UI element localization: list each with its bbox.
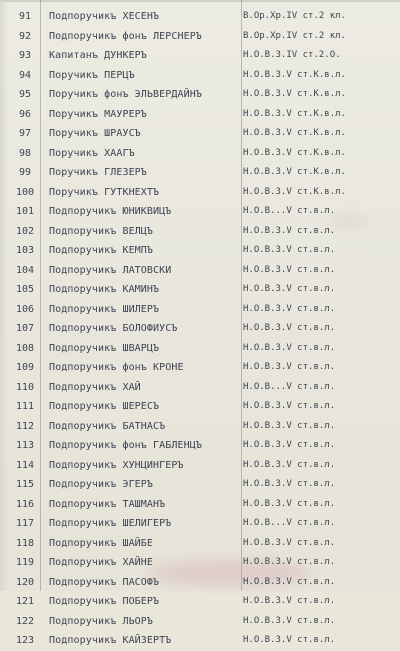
- officer-name: Подпоручикъ ХЕСЕНЪ: [49, 11, 160, 22]
- list-row: [0, 573, 400, 593]
- unit-code: Н.О.В.З.V ст.К.в.л.: [243, 89, 346, 99]
- officer-name: Подпоручикъ ПАСОФЪ: [49, 576, 160, 588]
- unit-code: Н.О.В.З.V ст.в.л.: [243, 615, 336, 626]
- row-number: 106: [15, 303, 35, 315]
- row-number: 95: [18, 89, 32, 100]
- row-number: 103: [15, 245, 35, 256]
- officer-name: Подпоручикъ КАМИНЪ: [49, 284, 160, 295]
- list-row: [0, 456, 400, 476]
- row-number: 92: [18, 30, 32, 42]
- unit-code: Н.О.В.З.V ст.К.в.л.: [243, 167, 346, 177]
- unit-code: В.Ор.Хр.IV ст.2 кл.: [243, 11, 346, 21]
- row-number: 122: [15, 615, 35, 627]
- row-number: 98: [18, 147, 32, 159]
- officer-list: [0, 7, 400, 651]
- officer-name: Подпоручикъ КАЙЗЕРТЪ: [49, 635, 172, 646]
- unit-code: Н.О.В...V ст.в.л.: [243, 381, 336, 392]
- list-row: [0, 261, 400, 281]
- row-number: 94: [18, 69, 32, 81]
- officer-name: Подпоручикъ ПОБЕРЪ: [49, 596, 160, 607]
- officer-name: Подпоручикъ БОЛОФИУСЪ: [49, 323, 178, 334]
- list-row: [0, 631, 400, 651]
- officer-name: Поручикъ ГУТКНЕХТЪ: [49, 186, 160, 198]
- unit-code: Н.О.В.З.V ст.в.л.: [243, 537, 336, 548]
- officer-name: Поручикъ ШРАУСЪ: [49, 128, 141, 139]
- unit-code: Н.О.В.З.V ст.в.л.: [243, 342, 336, 353]
- list-row: [0, 66, 400, 86]
- row-number: 111: [15, 401, 35, 412]
- unit-code: Н.О.В.З.V ст.в.л.: [243, 264, 336, 275]
- officer-name: Поручикъ фонъ ЭЛЬВЕРДАЙНЪ: [49, 89, 203, 100]
- row-number: 107: [15, 323, 35, 334]
- list-row: [0, 85, 400, 105]
- list-row: [0, 280, 400, 300]
- unit-code: Н.О.В.З.V ст.К.в.л.: [243, 147, 346, 158]
- row-number: 112: [15, 420, 35, 432]
- row-number: 115: [15, 479, 35, 490]
- row-number: 91: [18, 11, 32, 22]
- officer-name: Подпоручикъ ШИЛЕРЪ: [49, 303, 160, 315]
- row-number: 102: [15, 225, 35, 237]
- officer-name: Подпоручикъ фонъ ЛЕРСНЕРЪ: [49, 30, 203, 42]
- officer-name: Подпоручикъ ХАЙНЕ: [49, 557, 154, 568]
- unit-code: Н.О.В.З.V ст.К.в.л.: [243, 69, 346, 80]
- row-number: 104: [15, 264, 35, 276]
- row-number: 101: [15, 206, 35, 217]
- list-row: [0, 592, 400, 612]
- unit-code: В.Ор.Хр.IV ст.2 кл.: [243, 30, 346, 41]
- list-row: [0, 397, 400, 417]
- list-row: [0, 534, 400, 554]
- row-number: 118: [15, 537, 35, 549]
- unit-code: Н.О.В.З.V ст.К.в.л.: [243, 108, 346, 119]
- list-row: [0, 183, 400, 203]
- unit-code: Н.О.В.З.V ст.К.в.л.: [243, 128, 346, 138]
- unit-code: Н.О.В.З.V ст.в.л.: [243, 401, 336, 411]
- unit-code: Н.О.В.З.IV ст.2.О.: [243, 50, 341, 60]
- unit-code: Н.О.В...V ст.в.л.: [243, 206, 336, 216]
- list-row: [0, 339, 400, 359]
- list-row: [0, 300, 400, 320]
- list-row: [0, 553, 400, 573]
- row-number: 109: [15, 362, 35, 373]
- officer-name: Поручикъ ХААГЪ: [49, 147, 135, 159]
- unit-code: Н.О.В.З.V ст.в.л.: [243, 362, 336, 372]
- row-number: 121: [15, 596, 35, 607]
- officer-name: Подпоручикъ КЕМПЪ: [49, 245, 154, 256]
- row-number: 96: [18, 108, 32, 120]
- list-row: [0, 46, 400, 66]
- row-number: 97: [18, 128, 32, 139]
- row-number: 108: [15, 342, 35, 354]
- list-row: [0, 124, 400, 144]
- row-number: 117: [15, 518, 35, 529]
- row-number: 100: [15, 186, 35, 198]
- officer-name: Подпоручикъ ХАЙ: [49, 381, 141, 393]
- officer-name: Подпоручикъ ВЕЛЦЪ: [49, 225, 154, 237]
- officer-name: Капитанъ ДУНКЕРЪ: [49, 50, 147, 61]
- unit-code: Н.О.В.З.V ст.в.л.: [243, 576, 336, 587]
- row-number: 119: [15, 557, 35, 568]
- officer-name: Подпоручикъ ХУНЦИНГЕРЪ: [49, 459, 184, 471]
- officer-name: Подпоручикъ ШВАРЦЪ: [49, 342, 160, 354]
- list-row: [0, 202, 400, 222]
- unit-code: Н.О.В.З.V ст.в.л.: [243, 459, 336, 470]
- unit-code: Н.О.В.З.V ст.в.л.: [243, 596, 336, 606]
- officer-name: Подпоручикъ ШЕРЕСЪ: [49, 401, 160, 412]
- officer-name: Подпоручикъ ЛАТОВСКИ: [49, 264, 172, 276]
- officer-name: Подпоручикъ ЮНИКВИЦЪ: [49, 206, 172, 217]
- officer-name: Поручикъ ПЕРЦЪ: [49, 69, 135, 81]
- row-number: 116: [15, 498, 35, 510]
- unit-code: Н.О.В.З.V ст.в.л.: [243, 635, 336, 645]
- list-row: [0, 163, 400, 183]
- unit-code: Н.О.В.З.V ст.в.л.: [243, 557, 336, 567]
- list-row: [0, 514, 400, 534]
- officer-name: Подпоручикъ ТАШМАНЪ: [49, 498, 166, 510]
- list-row: [0, 378, 400, 398]
- officer-name: Подпоручикъ фонъ КРОНЕ: [49, 362, 184, 373]
- unit-code: Н.О.В.З.V ст.в.л.: [243, 479, 336, 489]
- list-row: [0, 105, 400, 125]
- unit-code: Н.О.В.З.V ст.в.л.: [243, 245, 336, 255]
- row-number: 120: [15, 576, 35, 588]
- row-number: 99: [18, 167, 32, 178]
- row-number: 93: [18, 50, 32, 61]
- list-row: [0, 358, 400, 378]
- list-row: [0, 222, 400, 242]
- list-row: [0, 241, 400, 261]
- list-row: [0, 319, 400, 339]
- list-row: [0, 495, 400, 515]
- unit-code: Н.О.В.З.V ст.в.л.: [243, 498, 336, 509]
- officer-name: Подпоручикъ ЛЬОРЪ: [49, 615, 154, 627]
- unit-code: Н.О.В.З.V ст.в.л.: [243, 284, 336, 294]
- officer-name: Подпоручикъ ШЕЛИГЕРЪ: [49, 518, 172, 529]
- page-top-edge: [0, 0, 400, 2]
- unit-code: Н.О.В.З.V ст.в.л.: [243, 303, 336, 314]
- row-number: 110: [15, 381, 35, 393]
- unit-code: Н.О.В...V ст.в.л.: [243, 518, 336, 528]
- unit-code: Н.О.В.З.V ст.К.в.л.: [243, 186, 346, 197]
- officer-name: Подпоручикъ фонъ ГАБЛЕНЦЪ: [49, 440, 203, 451]
- list-row: [0, 475, 400, 495]
- officer-name: Подпоручикъ ЭГЕРЪ: [49, 479, 154, 490]
- officer-name: Поручикъ ГЛЕЗЕРЪ: [49, 167, 147, 178]
- list-row: [0, 27, 400, 47]
- row-number: 113: [15, 440, 35, 451]
- row-number: 123: [15, 635, 35, 646]
- unit-code: Н.О.В.З.V ст.в.л.: [243, 440, 336, 450]
- list-row: [0, 436, 400, 456]
- officer-name: Подпоручикъ БАТНАСЪ: [49, 420, 166, 432]
- row-number: 114: [15, 459, 35, 471]
- unit-code: Н.О.В.З.V ст.в.л.: [243, 323, 336, 333]
- list-row: [0, 144, 400, 164]
- officer-name: Поручикъ МАУРЕРЪ: [49, 108, 147, 120]
- row-number: 105: [15, 284, 35, 295]
- unit-code: Н.О.В.З.V ст.в.л.: [243, 225, 336, 236]
- list-row: [0, 7, 400, 27]
- unit-code: Н.О.В.З.V ст.в.л.: [243, 420, 336, 431]
- list-row: [0, 417, 400, 437]
- list-row: [0, 612, 400, 632]
- officer-name: Подпоручикъ ШАЙБЕ: [49, 537, 154, 549]
